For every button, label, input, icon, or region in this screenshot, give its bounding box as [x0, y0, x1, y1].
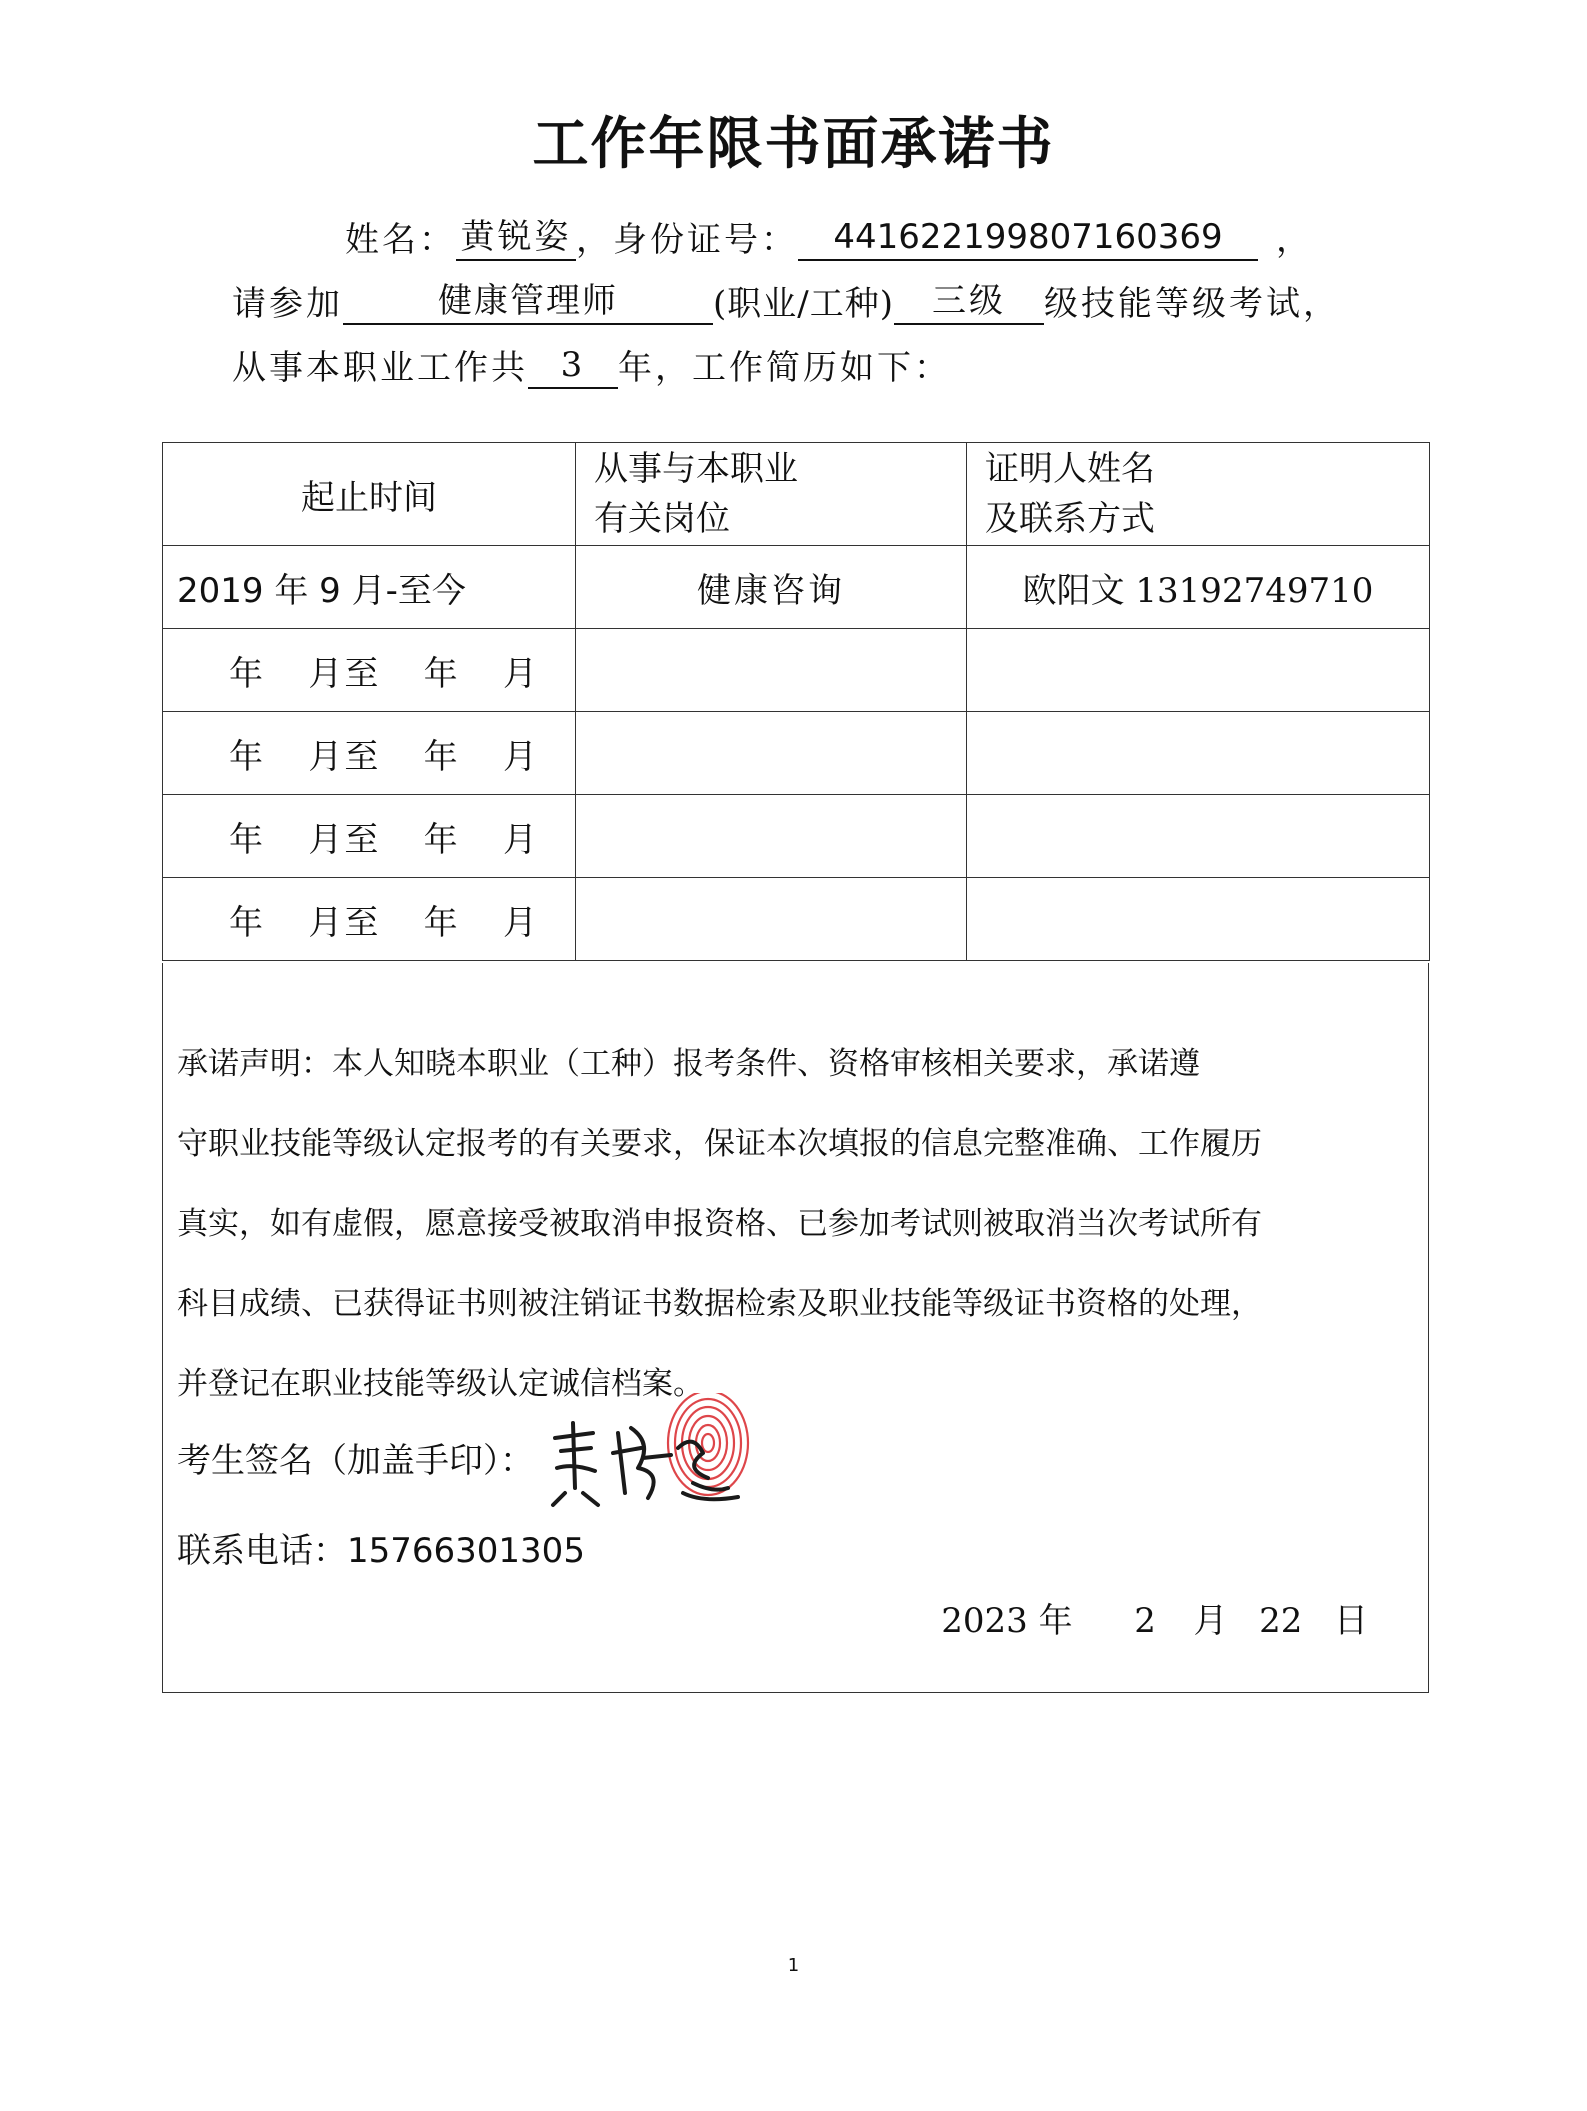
- blank-position: [576, 629, 967, 712]
- blank-position: [576, 795, 967, 878]
- name-id-line: [345, 212, 1313, 261]
- blank-year-end: 年: [423, 819, 460, 860]
- blank-month-to: 月至: [308, 736, 381, 777]
- blank-year-end: 年: [423, 736, 460, 777]
- blank-position: [576, 712, 967, 795]
- phone-value: 15766301305: [347, 1531, 585, 1571]
- blank-year-end: 年: [423, 902, 460, 943]
- date-day: 22: [1259, 1601, 1303, 1641]
- apply-label: 请参加: [232, 284, 343, 324]
- blank-year-start: 年: [229, 902, 265, 943]
- blank-month-end: 月: [502, 819, 539, 860]
- blank-month-end: 月: [502, 902, 539, 943]
- blank-witness: [967, 878, 1430, 961]
- promise-line: 承诺声明：本人知晓本职业（工种）报考条件、资格审核相关要求，承诺遵: [177, 1046, 1200, 1082]
- date-month: 2: [1134, 1601, 1156, 1641]
- table-row: [163, 546, 1430, 629]
- occupation-suffix: (职业/工种): [713, 284, 894, 324]
- occupation-value: 健康管理师: [343, 281, 713, 325]
- blank-month-to: 月至: [308, 902, 381, 943]
- row-witness: 欧阳文 13192749710: [967, 546, 1430, 629]
- blank-period: [163, 878, 576, 961]
- name-value: 黄锐姿: [456, 217, 576, 261]
- blank-period: [163, 712, 576, 795]
- date-year-unit: 年: [1038, 1601, 1073, 1641]
- blank-year-end: 年: [423, 653, 460, 694]
- sign-date: [941, 1593, 1368, 1642]
- id-label: ，身份证号：: [576, 220, 798, 260]
- years-label: 从事本职业工作共: [232, 348, 528, 388]
- blank-month-end: 月: [502, 653, 539, 694]
- blank-period: [163, 629, 576, 712]
- work-history-table: [162, 442, 1430, 961]
- blank-witness: [967, 629, 1430, 712]
- years-line: [232, 340, 951, 389]
- table-row: [163, 878, 1430, 961]
- header-position-line2: 有关岗位: [594, 499, 730, 539]
- blank-witness: [967, 712, 1430, 795]
- table-header-row: [163, 443, 1430, 546]
- promise-line: 科目成绩、已获得证书则被注销证书数据检索及职业技能等级证书资格的处理，: [177, 1286, 1262, 1322]
- header-witness: [967, 443, 1430, 546]
- header-witness-line2: 及联系方式: [985, 499, 1155, 539]
- blank-year-start: 年: [229, 736, 265, 777]
- header-position: [576, 443, 967, 546]
- promise-line: 守职业技能等级认定报考的有关要求，保证本次填报的信息完整准确、工作履历: [177, 1126, 1262, 1162]
- promise-line: 并登记在职业技能等级认定诚信档案。: [177, 1366, 704, 1402]
- years-suffix: 年，工作简历如下：: [618, 348, 951, 388]
- header-position-line1: 从事与本职业: [594, 449, 798, 489]
- phone-row: [177, 1523, 585, 1572]
- id-end-comma: ，: [1276, 220, 1313, 260]
- level-value: 三级: [894, 281, 1044, 325]
- row-position: 健康咨询: [576, 546, 967, 629]
- table-row: [163, 795, 1430, 878]
- signature-row: [177, 1433, 534, 1482]
- blank-witness: [967, 795, 1430, 878]
- years-value: 3: [528, 345, 618, 389]
- date-year: 2023: [941, 1601, 1028, 1641]
- signature-label: 考生签名（加盖手印）：: [177, 1441, 534, 1481]
- header-witness-line1: 证明人姓名: [985, 449, 1155, 489]
- blank-month-to: 月至: [308, 819, 381, 860]
- blank-month-to: 月至: [308, 653, 381, 694]
- table-row: [163, 712, 1430, 795]
- blank-period: [163, 795, 576, 878]
- blank-year-start: 年: [229, 819, 265, 860]
- date-month-unit: 月: [1193, 1601, 1228, 1641]
- name-label: 姓名：: [345, 220, 456, 260]
- phone-label: 联系电话：: [177, 1531, 347, 1571]
- level-suffix: 级技能等级考试，: [1043, 284, 1340, 324]
- id-number-value: 441622199807160369: [798, 217, 1258, 261]
- exam-line: [232, 276, 1340, 325]
- blank-month-end: 月: [502, 736, 539, 777]
- blank-year-start: 年: [229, 653, 265, 694]
- document-title: 工作年限书面承诺书: [532, 111, 1055, 177]
- header-period: 起止时间: [163, 443, 576, 546]
- promise-section: [162, 963, 1429, 1693]
- signature-fingerprint-image: [543, 1393, 773, 1513]
- page-number: 1: [787, 1955, 800, 1976]
- row-period: 2019 年 9 月-至今: [163, 546, 576, 629]
- table-row: [163, 629, 1430, 712]
- blank-position: [576, 878, 967, 961]
- promise-line: 真实，如有虚假，愿意接受被取消申报资格、已参加考试则被取消当次考试所有: [177, 1206, 1262, 1242]
- date-day-unit: 日: [1334, 1601, 1368, 1641]
